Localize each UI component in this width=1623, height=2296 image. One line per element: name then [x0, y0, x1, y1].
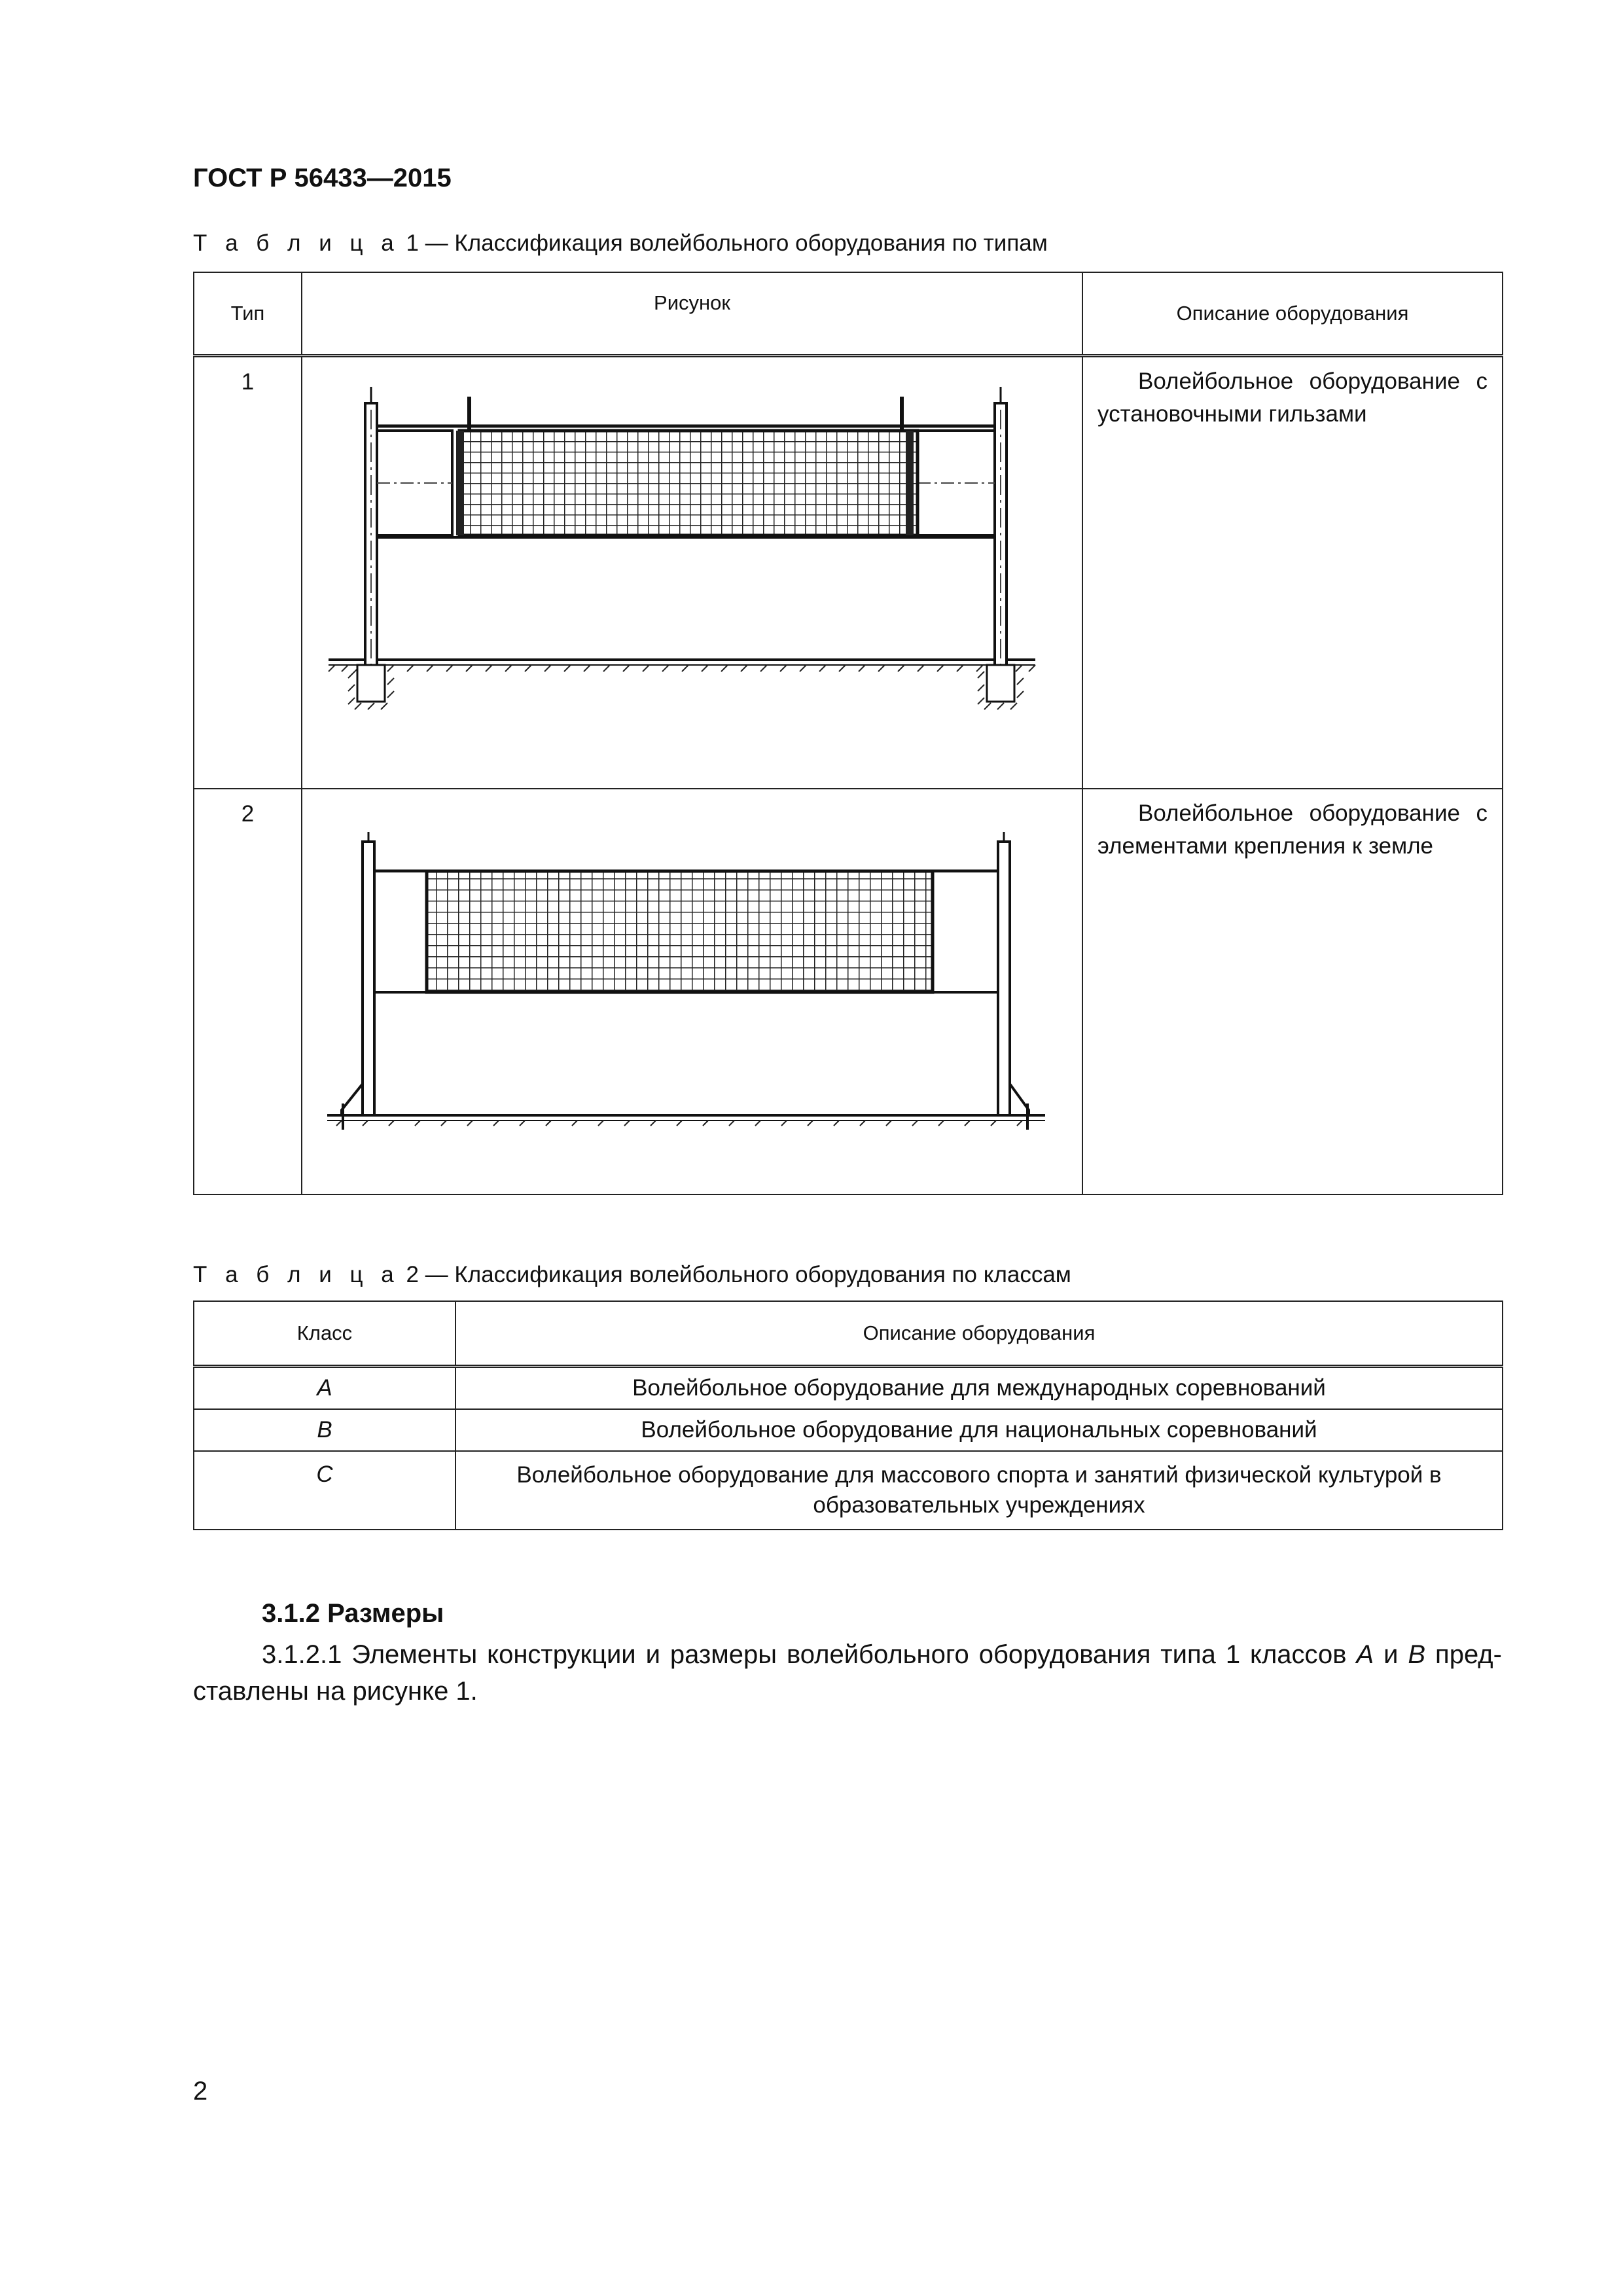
- class-b-ref: B: [1408, 1640, 1426, 1669]
- table2-class-cell: C: [194, 1451, 455, 1530]
- table1-header-row: [194, 272, 1503, 356]
- table2: [193, 1300, 1503, 1530]
- table1-description-cell: [1082, 789, 1503, 1194]
- table2-caption-prefix: Т а б л и ц а: [193, 1262, 400, 1287]
- section-title: 3.1.2 Размеры: [262, 1599, 444, 1628]
- table2-description-cell: Волейбольное оборудование для национальных соревнований: [455, 1409, 1503, 1451]
- table2-description-line2: образовательных учреждениях: [813, 1492, 1145, 1518]
- table-row: [194, 1367, 1503, 1410]
- table1-caption-text: — Классификация волейбольного оборудования по типам: [425, 230, 1048, 256]
- section-paragraph: [193, 1636, 1502, 1710]
- table-row: [194, 789, 1503, 1194]
- table-row: [194, 1409, 1503, 1451]
- table2-col-description: Описание оборудования: [455, 1301, 1503, 1367]
- table1-caption-num: 1: [406, 230, 419, 256]
- table-row: [194, 356, 1503, 789]
- paragraph-text-b: пред-ставлены на рисунке 1.: [193, 1640, 1502, 1706]
- table1-type-cell: 1: [194, 356, 302, 789]
- table2-description-cell: Волейбольное оборудование для международных соревнований: [455, 1367, 1503, 1410]
- table1-description-text: Волейбольное оборудование с элементами крепления к земле: [1097, 800, 1488, 859]
- table1-caption-prefix: Т а б л и ц а: [193, 230, 400, 256]
- table1-col-figure: Рисунок: [302, 272, 1082, 356]
- table2-class-cell: A: [194, 1367, 455, 1410]
- table2-header-row: [194, 1301, 1503, 1367]
- figure-type1-cell: [302, 356, 1082, 789]
- table1-description-cell: [1082, 356, 1503, 789]
- table-row: [194, 1451, 1503, 1530]
- table2-caption: [193, 1262, 1071, 1288]
- table1-col-type: Тип: [194, 272, 302, 356]
- table2-description-cell: [455, 1451, 1503, 1530]
- volleyball-equipment-type1-drawing: [302, 357, 1083, 776]
- paragraph-number: 3.1.2.1: [262, 1640, 342, 1669]
- table1: [193, 272, 1503, 1195]
- document-header: ГОСТ Р 56433—2015: [193, 164, 452, 192]
- paragraph-and: и: [1383, 1640, 1399, 1669]
- table2-caption-num: 2: [406, 1262, 419, 1287]
- table1-col-description: Описание оборудования: [1082, 272, 1503, 356]
- table2-col-class: Класс: [194, 1301, 455, 1367]
- table1-type-cell: 2: [194, 789, 302, 1194]
- table1-description-text: Волейбольное оборудование с установочными гильзами: [1097, 368, 1488, 427]
- page-number: 2: [193, 2077, 208, 2106]
- table2-caption-text: — Классификация волейбольного оборудования по классам: [425, 1262, 1071, 1287]
- figure-type2-cell: [302, 789, 1082, 1194]
- table2-class-cell: B: [194, 1409, 455, 1451]
- table1-caption: [193, 230, 1048, 257]
- table2-description-line1: Волейбольное оборудование для массового спорта и занятий физической культурой в: [516, 1462, 1442, 1488]
- class-a-ref: A: [1356, 1640, 1374, 1669]
- paragraph-text-a: Элементы конструкции и размеры волейбольного оборудования типа 1 классов: [351, 1640, 1347, 1669]
- volleyball-equipment-type2-drawing: [302, 789, 1083, 1182]
